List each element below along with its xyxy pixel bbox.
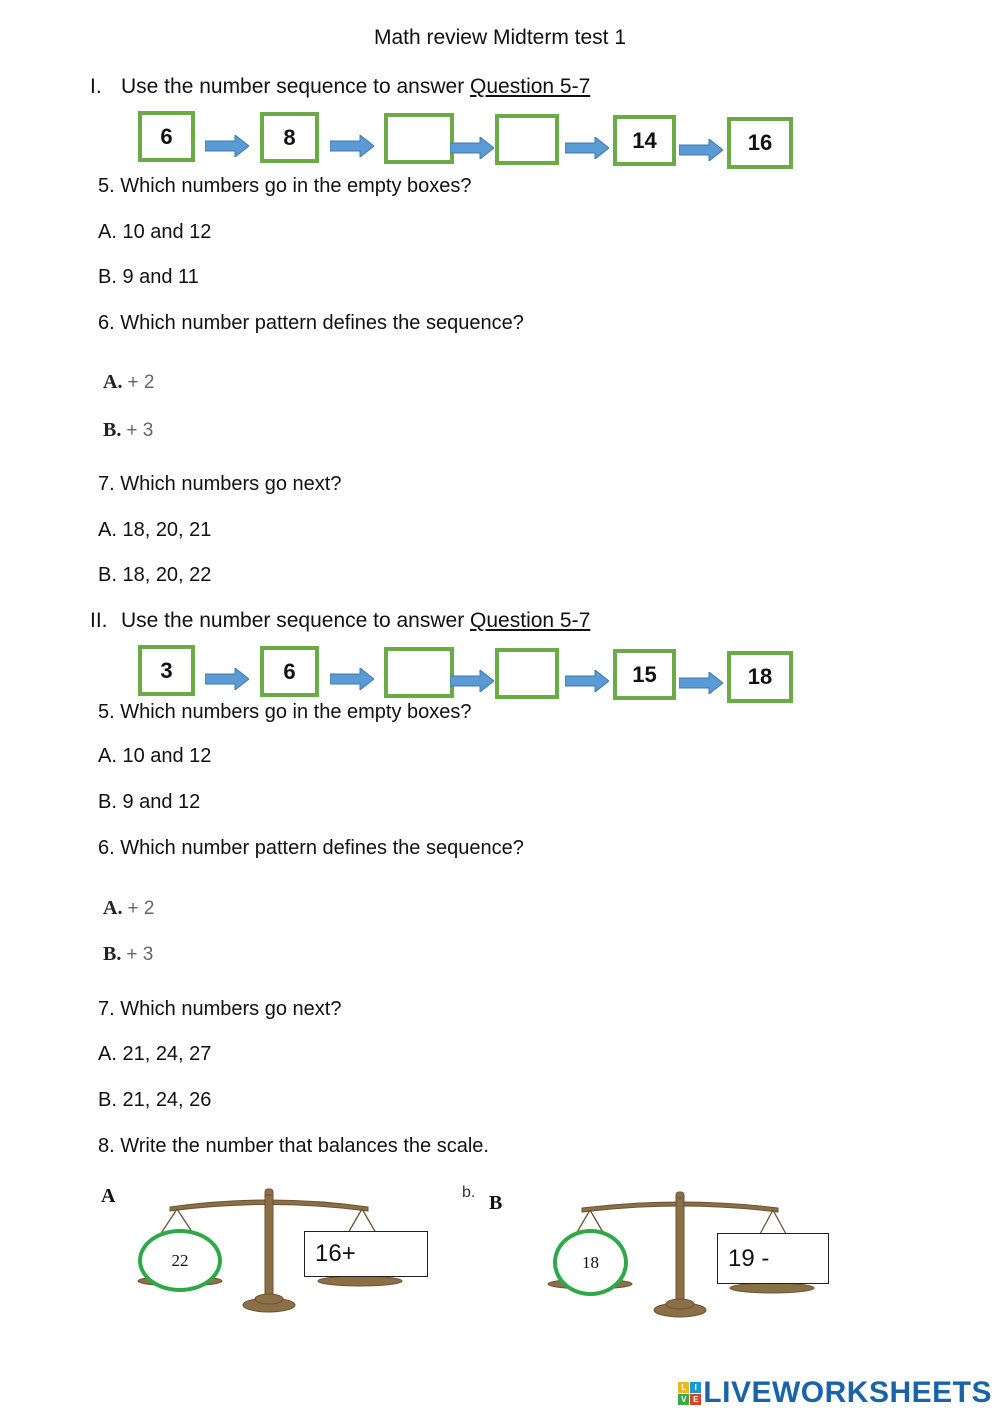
question-6: 6. Which number pattern defines the sequence? — [98, 312, 524, 334]
answer-option[interactable]: B. 18, 20, 22 — [98, 564, 212, 586]
sequence-2-box: 3 — [138, 645, 195, 696]
section-1-numeral: I. — [90, 75, 102, 98]
sequence-2-box: 15 — [613, 649, 676, 700]
logo-mark-letter: L — [678, 1382, 689, 1393]
page-title: Math review Midterm test 1 — [373, 26, 627, 49]
answer-option[interactable]: A. 21, 24, 27 — [98, 1043, 212, 1065]
option-value: + 3 — [126, 944, 154, 965]
sequence-2-box: 18 — [727, 651, 793, 703]
option-value: + 2 — [127, 898, 155, 919]
sequence-1-box: 6 — [138, 111, 195, 162]
scale-a-left-value: 22 — [138, 1229, 222, 1292]
arrow-right-icon — [330, 135, 374, 157]
logo-mark-letter: V — [678, 1394, 689, 1405]
question-7: 7. Which numbers go next? — [98, 473, 342, 495]
logo-text: LIVEWORKSHEETS — [703, 1376, 992, 1409]
option-label: A. — [103, 897, 123, 919]
sequence-2-empty-box[interactable] — [384, 647, 454, 698]
section-2-link: Question 5-7 — [470, 609, 591, 632]
option-label: A. — [103, 371, 123, 393]
arrow-right-icon — [205, 668, 249, 690]
answer-option[interactable]: A. 10 and 12 — [98, 221, 212, 243]
answer-option[interactable] — [103, 943, 153, 966]
scale-a-right-input[interactable]: 16+ — [304, 1231, 428, 1277]
sequence-1-box: 14 — [613, 115, 676, 166]
sequence-1-empty-box[interactable] — [495, 114, 559, 165]
section-1-link: Question 5-7 — [470, 75, 591, 98]
option-value: + 2 — [127, 372, 155, 393]
logo-mark-letter: E — [690, 1394, 701, 1405]
answer-option[interactable]: B. 9 and 11 — [98, 266, 199, 288]
scale-b-left-value: 18 — [553, 1229, 628, 1296]
arrow-right-icon — [565, 670, 609, 692]
section-2-intro: Use the number sequence to answer — [121, 609, 471, 632]
option-label: B. — [103, 419, 122, 441]
answer-option[interactable]: A. 10 and 12 — [98, 745, 212, 767]
section-1-header — [90, 75, 590, 99]
section-2-numeral: II. — [90, 609, 108, 632]
liveworksheets-logo — [678, 1376, 992, 1410]
scale-b-label: B — [489, 1192, 503, 1214]
answer-option[interactable] — [103, 419, 153, 442]
question-7: 7. Which numbers go next? — [98, 998, 342, 1020]
section-2-header — [90, 609, 590, 633]
answer-option[interactable] — [103, 371, 154, 394]
logo-mark-letter: I — [690, 1382, 701, 1393]
arrow-right-icon — [565, 137, 609, 159]
answer-option[interactable]: B. 9 and 12 — [98, 791, 201, 813]
arrow-right-icon — [450, 137, 494, 159]
option-value: + 3 — [126, 420, 154, 441]
sequence-2-empty-box[interactable] — [495, 648, 559, 699]
question-6: 6. Which number pattern defines the sequence? — [98, 837, 524, 859]
scale-a-label: A — [101, 1185, 116, 1207]
section-1-intro: Use the number sequence to answer — [121, 75, 471, 98]
sequence-1-empty-box[interactable] — [384, 113, 454, 164]
logo-mark-icon — [678, 1382, 701, 1405]
answer-option[interactable]: B. 21, 24, 26 — [98, 1089, 212, 1111]
question-5: 5. Which numbers go in the empty boxes? — [98, 701, 472, 723]
question-8: 8. Write the number that balances the scale. — [98, 1135, 489, 1157]
answer-option[interactable]: A. 18, 20, 21 — [98, 519, 212, 541]
arrow-right-icon — [450, 670, 494, 692]
answer-option[interactable] — [103, 897, 154, 920]
question-5: 5. Which numbers go in the empty boxes? — [98, 175, 472, 197]
scale-b-small-label: b. — [462, 1184, 476, 1201]
sequence-1-box: 8 — [260, 112, 319, 163]
arrow-right-icon — [679, 672, 723, 694]
arrow-right-icon — [330, 668, 374, 690]
option-label: B. — [103, 943, 122, 965]
sequence-1-box: 16 — [727, 117, 793, 169]
arrow-right-icon — [679, 139, 723, 161]
scale-b-right-input[interactable]: 19 - — [717, 1233, 829, 1284]
arrow-right-icon — [205, 135, 249, 157]
sequence-2-box: 6 — [260, 646, 319, 697]
